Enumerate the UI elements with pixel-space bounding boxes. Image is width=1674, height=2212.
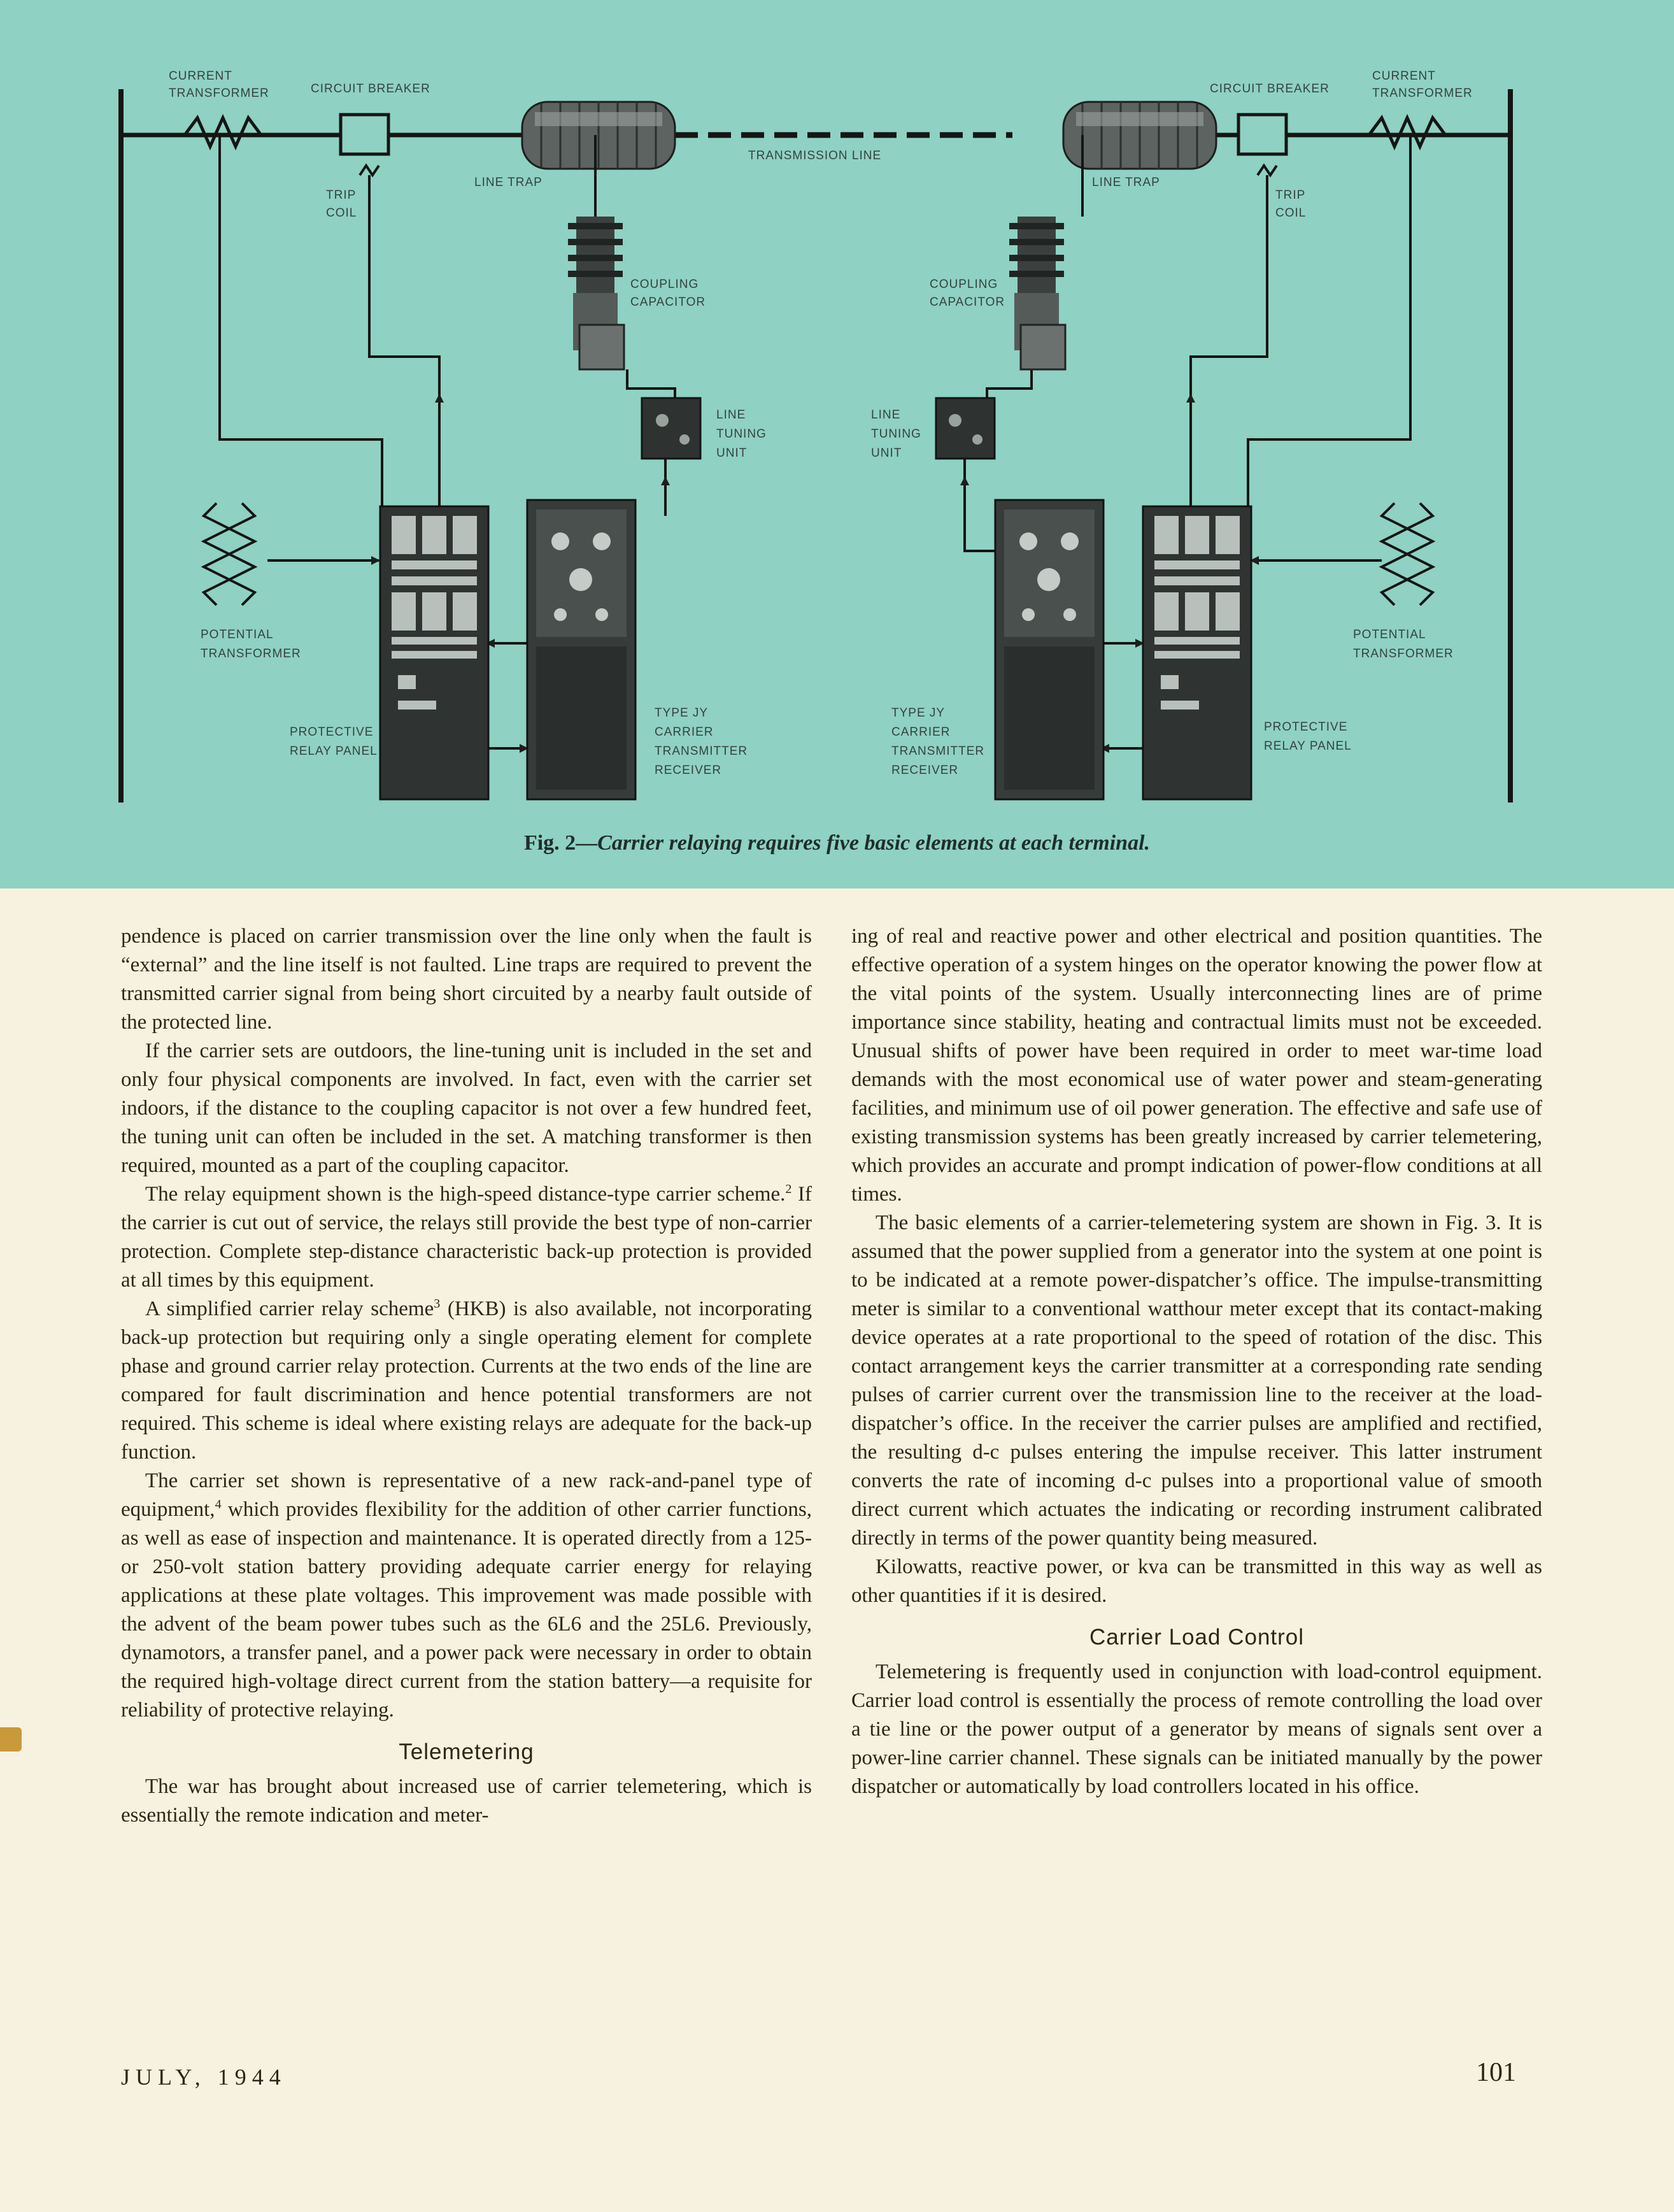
figure-number: Fig. 2— [523,831,598,855]
label-carrier-right-3: TRANSMITTER [891,745,985,758]
label-protective-relay-left-2: RELAY PANEL [290,745,378,758]
label-line-tuning-right-3: UNIT [871,446,902,460]
paragraph: The basic elements of a carrier-telemetering system are shown in Fig. 3. It is assumed that the power supplied from a generator into the system at one point is to be indicated at a remote power-dispatcher’s office. The impulse-transmitting meter is similar to a conventional watthour meter except that its contact-making device operates at a rate proportional to the speed of rotation of the disc. This contact arrangement keys the carrier transmitter at a corresponding rate sending pulses of carrier current over the transmission line to the receiver at the load-dispatcher’s office. In the receiver the carrier pulses are amplified and rectified, the resulting d-c pulses entering the impulse receiver. This latter instrument converts the rate of incoming d-c pulses into a proportional value of smooth direct current which actuates the indicating or recording instrument calibrated directly in terms of the power quantity being measured. [851,1211,1542,1550]
trip-coil-right [1258,166,1277,175]
figure-caption-text: Carrier relaying requires five basic elements at each terminal. [597,831,1151,855]
circuit-breaker-right [1238,115,1286,154]
label-potential-transformer-left-2: TRANSFORMER [201,647,301,660]
paragraph: If the carrier sets are outdoors, the line-tuning unit is included in the set and only four physical components are involved. In fact, even with the carrier set indoors, if the distance to the coupling capacitor is not over a few hundred feet, the tuning unit can often be included in the set. A matching transformer is then required, mounted as a part of the coupling capacitor. [121,1039,812,1177]
page-edge-tab [0,1727,22,1752]
footnote-ref: 4 [215,1497,222,1511]
issue-date: JULY, 1944 [121,2064,287,2090]
label-carrier-right-2: CARRIER [891,725,951,739]
coupling-capacitor-left [568,217,624,369]
label-coupling-capacitor-right: COUPLING [930,278,998,291]
label-circuit-breaker-left: CIRCUIT BREAKER [311,82,430,96]
text-run: (HKB) is also available, not incorporating back-up protection but requiring only a single operating element for complete phase and ground carrier relay protection. Currents at the two ends of the line are compared for fault discrimination and hence potential transformers are not required. This scheme is ideal where existing relays are adequate for the back-up function. [121,1297,812,1464]
text-run: If the carrier is cut out of service, the relays still provide the best type of non-carrier protection. Complete step-distance characteristic back-up protection is provided at all times by this equipment. [121,1183,812,1292]
trip-coil-left [360,166,379,175]
label-line-tuning-right: LINE [871,408,901,422]
paragraph: Telemetering is frequently used in conjunction with load-control equipment. Carrier load control is essentially the process of remote controlling the load over a tie line or the power output of a generator by means of signals sent over a power-line carrier channel. These signals can be initiated manually by the power dispatcher or automatically by load controllers located in his office. [851,1660,1542,1798]
label-transmission-line: TRANSMISSION LINE [748,149,882,162]
label-circuit-breaker-right: CIRCUIT BREAKER [1210,82,1330,96]
protective-relay-panel-left [380,506,488,799]
label-carrier-left-3: TRANSMITTER [655,745,748,758]
label-coupling-capacitor-left: COUPLING [630,278,699,291]
label-line-trap-right: LINE TRAP [1092,176,1160,189]
label-current-transformer-left-2: TRANSFORMER [169,87,269,100]
page-number: 101 [1476,2058,1516,2087]
carrier-transmitter-receiver-right [995,500,1103,799]
right-column [851,922,1542,1801]
label-carrier-right-4: RECEIVER [891,764,959,777]
line-tuning-unit-left [642,398,700,459]
label-line-tuning-left-2: TUNING [716,427,767,441]
carrier-transmitter-receiver-left [527,500,635,799]
label-protective-relay-right-2: RELAY PANEL [1264,739,1352,753]
text-run: A simplified carrier relay scheme [145,1297,434,1320]
paragraph: The war has brought about increased use of carrier telemetering, which is essentially the remote indication and meter- [121,1775,812,1827]
paragraph [121,1295,812,1467]
label-potential-transformer-right-2: TRANSFORMER [1353,647,1454,660]
figure-caption [0,831,1674,855]
footnote-ref: 3 [434,1297,441,1311]
text-run: The relay equipment shown is the high-speed distance-type carrier scheme. [145,1183,786,1206]
potential-transformer-left [204,503,255,605]
circuit-breaker-left [341,115,388,154]
left-column [121,922,812,1830]
label-trip-coil-right-2: COIL [1275,206,1307,220]
label-trip-coil-right: TRIP [1275,189,1306,202]
label-line-trap-left: LINE TRAP [474,176,543,189]
label-trip-coil-left: TRIP [326,189,357,202]
line-trap-left [522,102,675,169]
label-current-transformer-right: CURRENT [1372,69,1436,83]
section-heading-carrier-load-control: Carrier Load Control [1089,1625,1305,1650]
text-run: which provides flexibility for the addition of other carrier functions, as well as ease of inspection and maintenance. It is operated directly from a 125- or 250-volt station battery providing adequate carrier energy for relaying applications at these plate voltages. This improvement was made possible with the advent of the beam power tubes such as the 6L6 and the 25L6. Previously, dynamotors, a transfer panel, and a power pack were necessary in order to obtain the required high-voltage direct current from the station battery—a requisite for reliability of protective relaying. [121,1498,812,1722]
label-potential-transformer-left: POTENTIAL [201,628,274,641]
current-transformer-right [1369,118,1445,146]
text-run: The carrier set shown is representative of a new rack-and-panel type of equipment, [121,1469,812,1521]
potential-transformer-right [1382,503,1433,605]
label-coupling-capacitor-left-2: CAPACITOR [630,296,706,309]
paragraph [121,1180,812,1295]
section-heading-telemetering: Telemetering [399,1739,534,1764]
paragraph: ing of real and reactive power and other electrical and position quantities. The effective operation of a system hinges on the operator knowing the power flow at the vital points of the system. Usually interconnecting lines are of prime importance since stability, heating and contractual limits must not be exceeded. Unusual shifts of power have been required in order to meet war-time load demands with the most economical use of water power and steam-generating facilities, and minimum use of oil power generation. The effective and safe use of existing transmission systems has been greatly increased by carrier telemetering, which provides an accurate and prompt indication of power-flow conditions at all times. [851,925,1542,1206]
label-carrier-right: TYPE JY [891,706,946,720]
label-carrier-left-2: CARRIER [655,725,714,739]
label-line-tuning-right-2: TUNING [871,427,921,441]
label-current-transformer-left: CURRENT [169,69,232,83]
label-line-tuning-left-3: UNIT [716,446,748,460]
label-potential-transformer-right: POTENTIAL [1353,628,1426,641]
paragraph: Kilowatts, reactive power, or kva can be transmitted in this way as well as other quantities if it is desired. [851,1555,1542,1607]
coupling-capacitor-right [1009,217,1065,369]
figure-panel [0,0,1674,888]
label-line-tuning-left: LINE [716,408,746,422]
label-protective-relay-left: PROTECTIVE [290,725,374,739]
carrier-relaying-diagram [0,0,1674,888]
protective-relay-panel-right [1143,506,1251,799]
label-current-transformer-right-2: TRANSFORMER [1372,87,1473,100]
line-trap-right [1063,102,1216,169]
label-carrier-left: TYPE JY [655,706,709,720]
label-trip-coil-left-2: COIL [326,206,357,220]
label-carrier-left-4: RECEIVER [655,764,722,777]
footnote-ref: 2 [785,1182,792,1196]
current-transformer-left [185,118,261,146]
label-protective-relay-right: PROTECTIVE [1264,720,1348,734]
label-coupling-capacitor-right-2: CAPACITOR [930,296,1005,309]
line-tuning-unit-right [936,398,995,459]
paragraph: pendence is placed on carrier transmission over the line only when the fault is “external” and the line itself is not faulted. Line traps are required to prevent the transmitted carrier signal from being short circuited by a nearby fault outside of the protected line. [121,925,812,1034]
paragraph [121,1467,812,1725]
